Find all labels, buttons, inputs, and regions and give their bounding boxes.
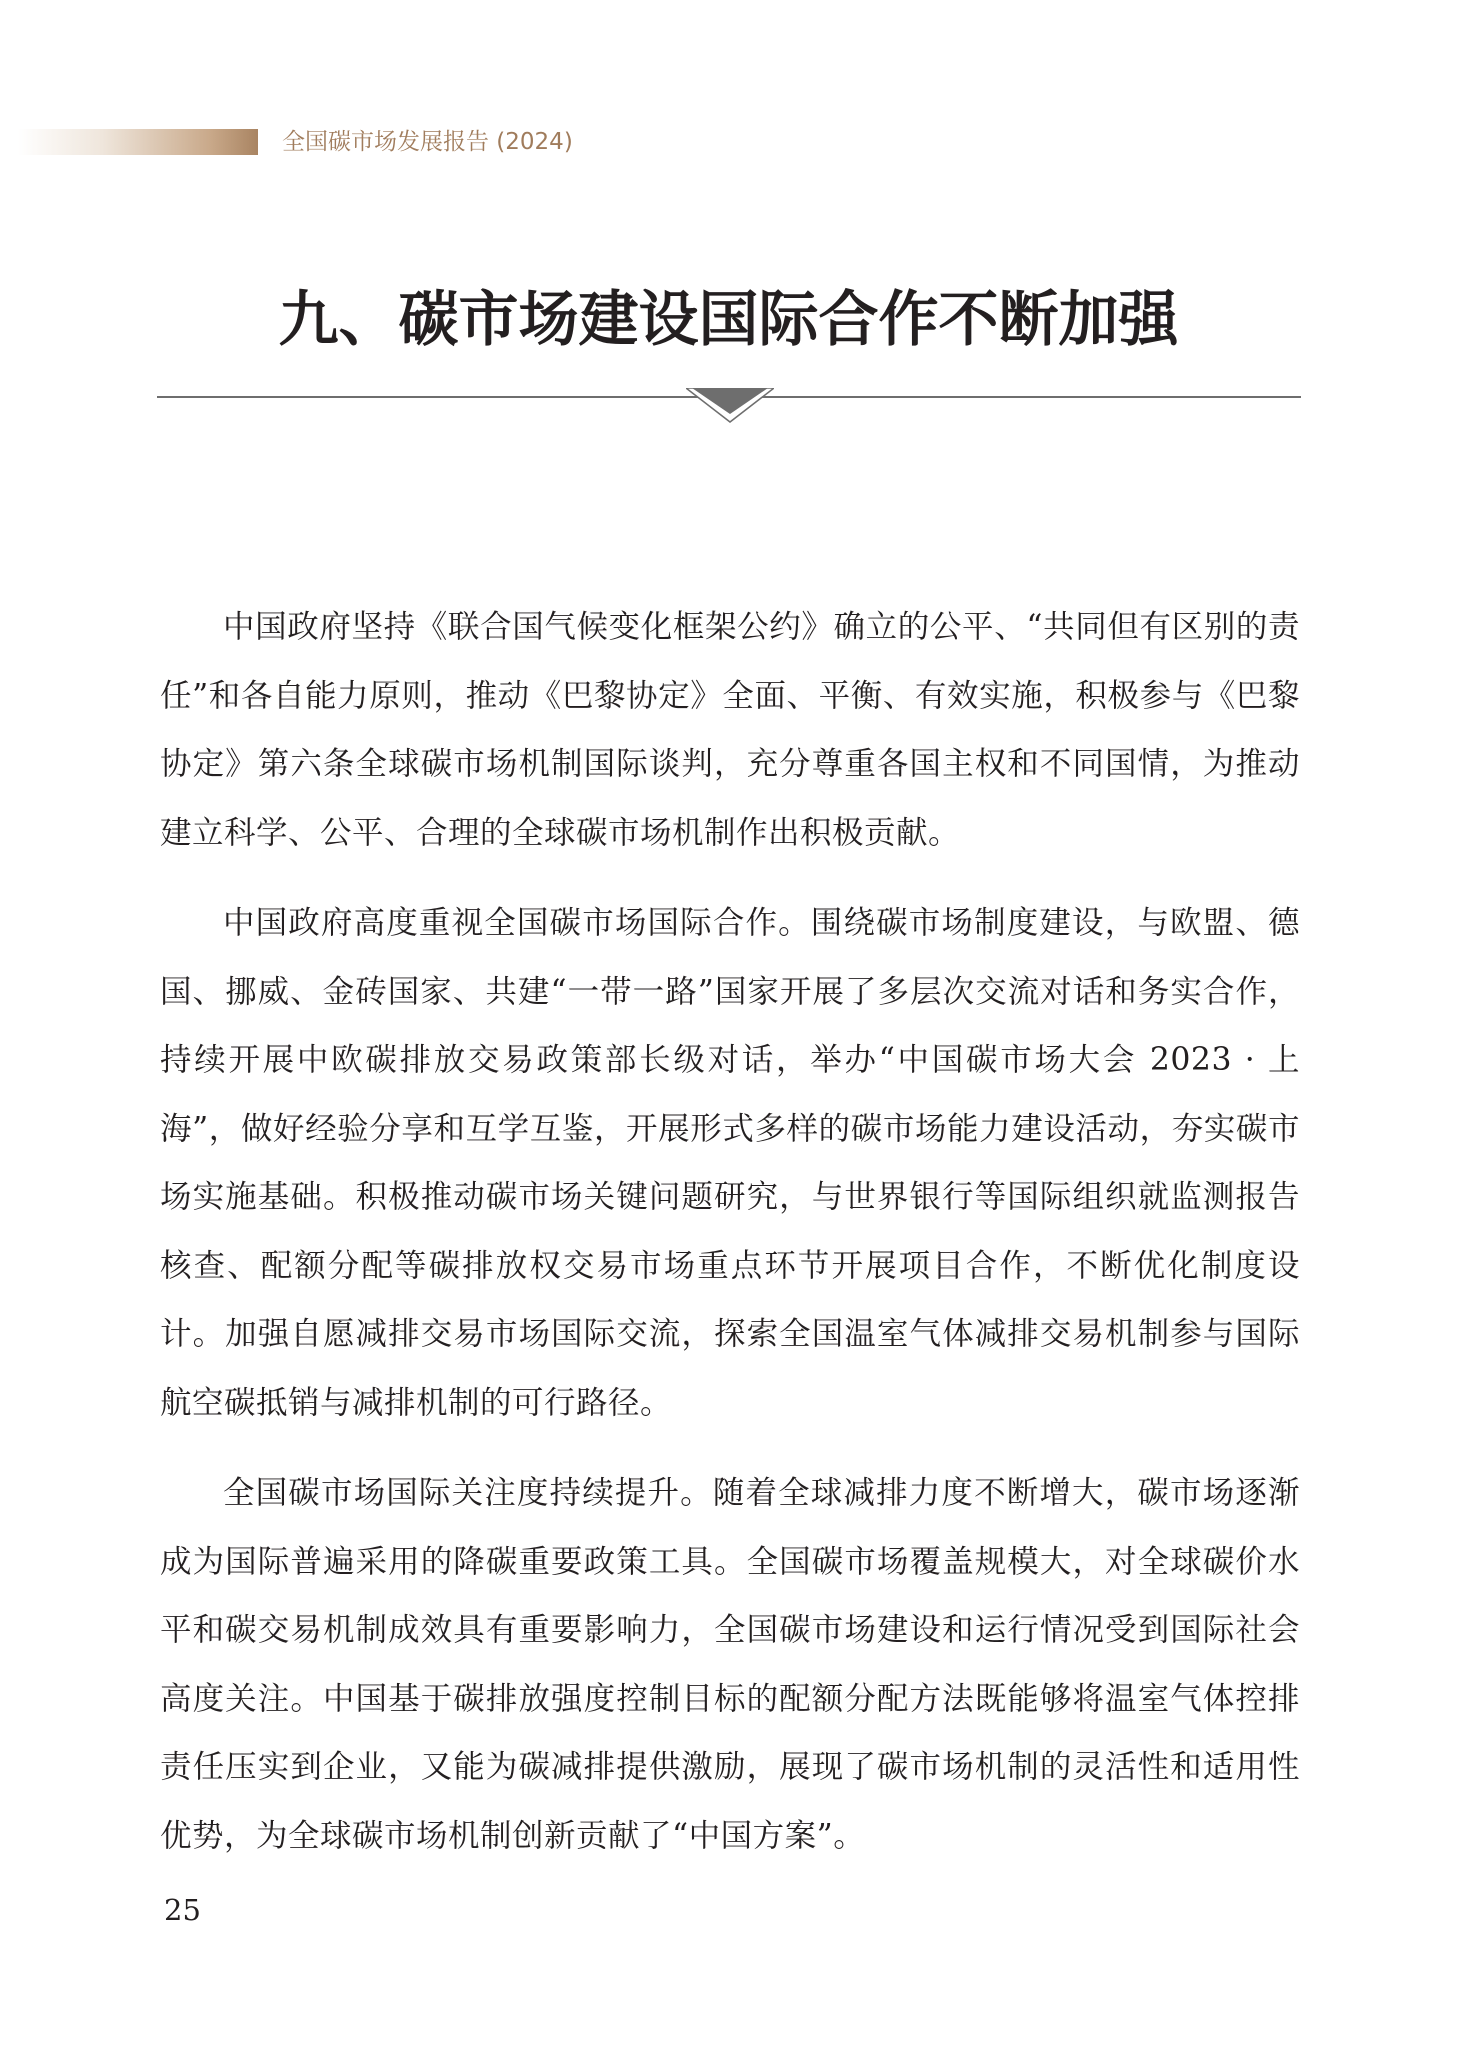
paragraph-3: 全国碳市场国际关注度持续提升。随着全球减排力度不断增大，碳市场逐渐成为国际普遍采用的降碳重要政策工具。全国碳市场覆盖规模大，对全球碳价水平和碳交易机制成效具有重要影响力，全国碳市场建设和运行情况受到国际社会高度关注。中国基于碳排放强度控制目标的配额分配方法既能够将温室气体控排责任压实到企业，又能为碳减排提供激励，展现了碳市场机制的灵活性和适用性优势，为全球碳市场机制创新贡献了“中国方案”。 — [160, 1475, 1300, 1854]
paragraph-1: 中国政府坚持《联合国气候变化框架公约》确立的公平、“共同但有区别的责任”和各自能力原则，推动《巴黎协定》全面、平衡、有效实施，积极参与《巴黎协定》第六条全球碳市场机制国际谈判，充分尊重各国主权和不同国情，为推动建立科学、公平、合理的全球碳市场机制作出积极贡献。 — [160, 609, 1300, 851]
body-text — [160, 593, 1300, 1892]
chapter-title: 九、碳市场建设国际合作不断加强 — [278, 285, 1179, 355]
header-decorative-bar — [18, 129, 258, 155]
down-triangle-ornament-icon — [686, 388, 774, 424]
paragraph-2: 中国政府高度重视全国碳市场国际合作。围绕碳市场制度建设，与欧盟、德国、挪威、金砖国家、共建“一带一路”国家开展了多层次交流对话和务实合作，持续开展中欧碳排放交易政策部长级对话，举办“中国碳市场大会 2023 · 上海”，做好经验分享和互学互鉴，开展形式多样的碳市场能力建设活动，夯实碳市场实施基础。积极推动碳市场关键问题研究，与世界银行等国际组织就监测报告核查、配额分配等碳排放权交易市场重点环节开展项目合作，不断优化制度设计。加强自愿减排交易市场国际交流，探索全国温室气体减排交易机制参与国际航空碳抵销与减排机制的可行路径。 — [160, 905, 1300, 1421]
page-number: 25 — [164, 1893, 201, 1927]
running-header-title: 全国碳市场发展报告 (2024) — [282, 129, 573, 155]
